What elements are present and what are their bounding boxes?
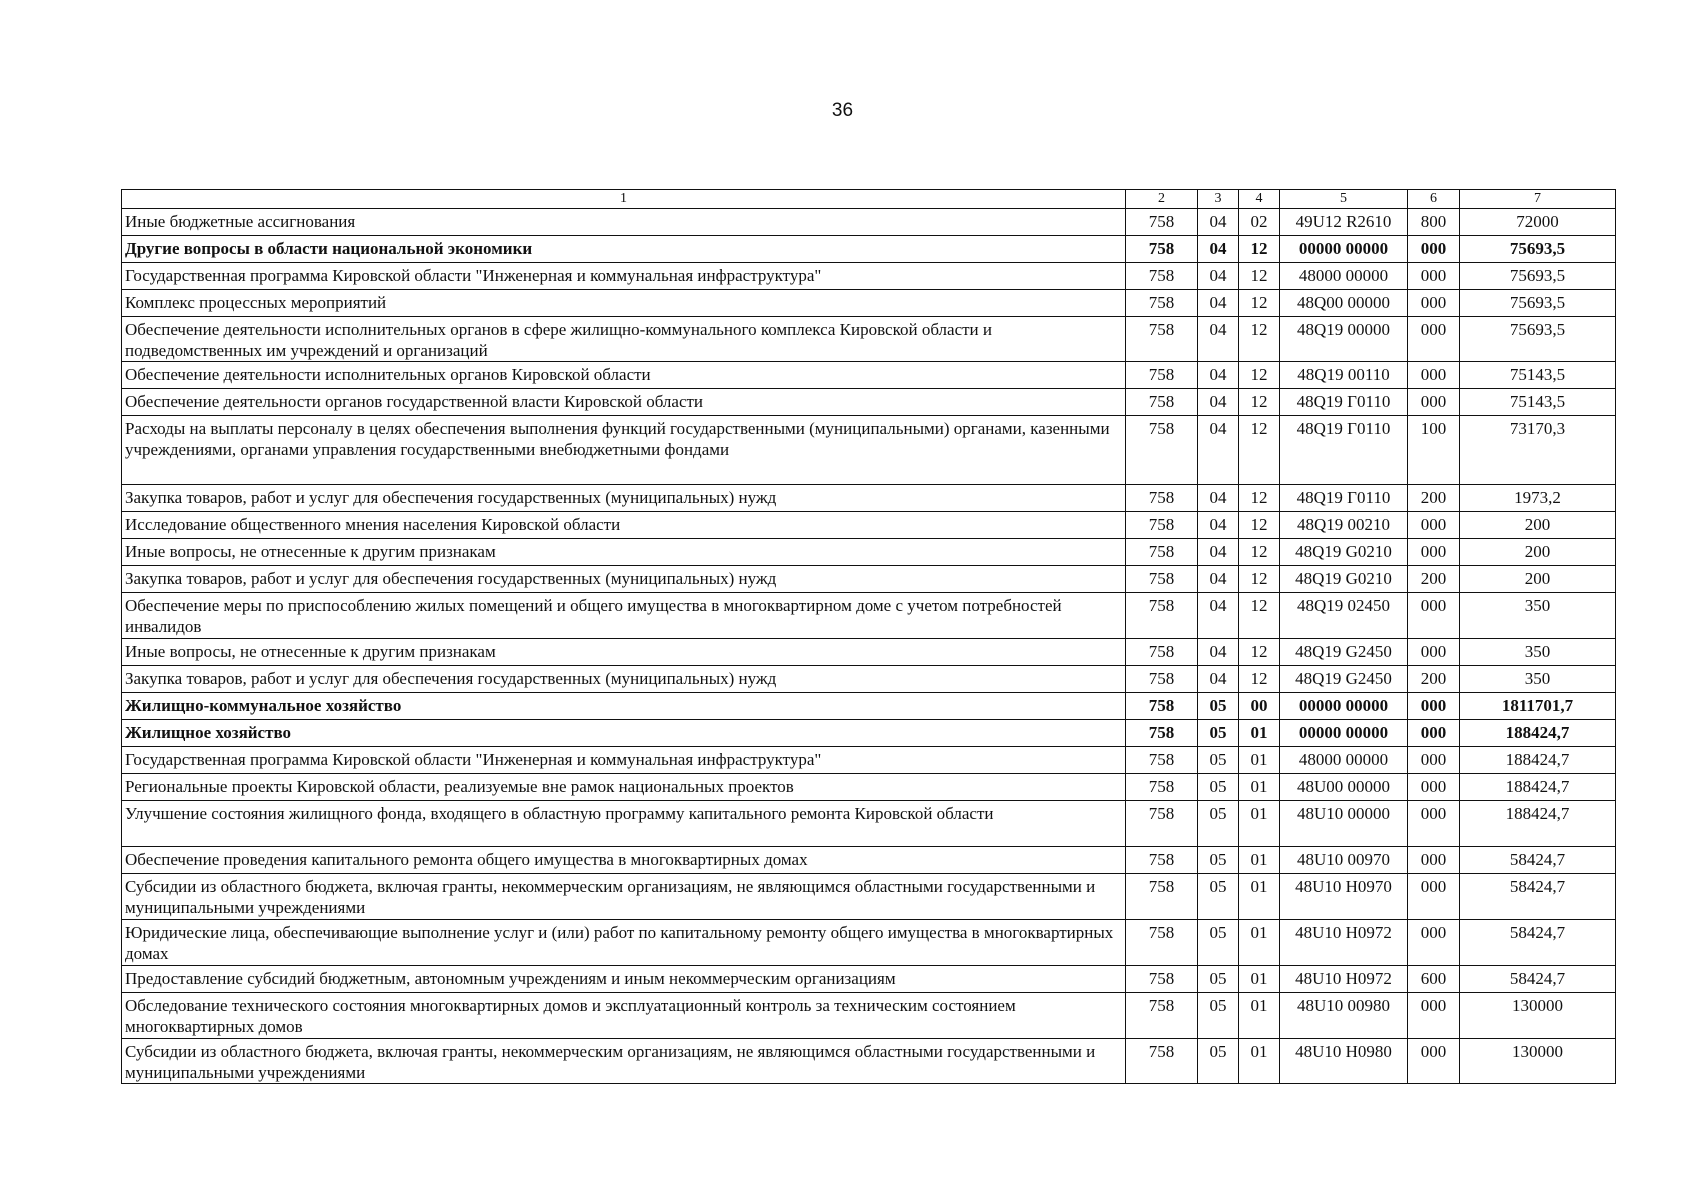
column-4-subsection: 01 [1239, 847, 1280, 874]
column-4-subsection: 00 [1239, 693, 1280, 720]
row-description: Региональные проекты Кировской области, реализуемые вне рамок национальных проектов [122, 774, 1126, 801]
column-3-section: 04 [1198, 263, 1239, 290]
column-5-target-article: 48U10 H0972 [1280, 920, 1408, 966]
column-4-subsection: 01 [1239, 993, 1280, 1039]
column-5-target-article: 48U10 00980 [1280, 993, 1408, 1039]
row-description: Иные вопросы, не отнесенные к другим признакам [122, 539, 1126, 566]
table-row [122, 362, 1616, 389]
column-2-code: 758 [1126, 389, 1198, 416]
column-2-code: 758 [1126, 720, 1198, 747]
column-4-subsection: 12 [1239, 485, 1280, 512]
row-description: Государственная программа Кировской области "Инженерная и коммунальная инфраструктура" [122, 747, 1126, 774]
column-6-expense-type: 000 [1408, 362, 1460, 389]
column-4-subsection: 01 [1239, 1039, 1280, 1084]
column-2-code: 758 [1126, 263, 1198, 290]
column-2-code: 758 [1126, 993, 1198, 1039]
column-3-section: 05 [1198, 920, 1239, 966]
row-description: Закупка товаров, работ и услуг для обеспечения государственных (муниципальных) нужд [122, 666, 1126, 693]
column-3-section: 05 [1198, 720, 1239, 747]
column-7-amount: 75693,5 [1460, 317, 1616, 362]
table-row [122, 416, 1616, 485]
column-5-target-article: 00000 00000 [1280, 236, 1408, 263]
page-number: 36 [831, 100, 854, 121]
column-7-amount: 58424,7 [1460, 966, 1616, 993]
table-row [122, 593, 1616, 639]
column-6-expense-type: 000 [1408, 236, 1460, 263]
row-description: Улучшение состояния жилищного фонда, входящего в областную программу капитального ремонта Кировской области [122, 801, 1126, 847]
column-7-amount: 72000 [1460, 209, 1616, 236]
column-2-code: 758 [1126, 847, 1198, 874]
column-6-expense-type: 000 [1408, 317, 1460, 362]
row-description: Закупка товаров, работ и услуг для обеспечения государственных (муниципальных) нужд [122, 485, 1126, 512]
column-5-target-article: 48Q19 00210 [1280, 512, 1408, 539]
row-description: Жилищное хозяйство [122, 720, 1126, 747]
column-7-amount: 350 [1460, 639, 1616, 666]
column-3-section: 04 [1198, 539, 1239, 566]
column-7-amount: 1973,2 [1460, 485, 1616, 512]
column-6-expense-type: 000 [1408, 639, 1460, 666]
column-2-code: 758 [1126, 485, 1198, 512]
column-4-subsection: 01 [1239, 774, 1280, 801]
column-2-code: 758 [1126, 693, 1198, 720]
column-4-subsection: 12 [1239, 416, 1280, 485]
column-5-target-article: 48U10 00970 [1280, 847, 1408, 874]
column-7-amount: 75693,5 [1460, 263, 1616, 290]
column-5-target-article: 48Q19 Г0110 [1280, 485, 1408, 512]
column-header: 2 [1126, 190, 1198, 209]
column-6-expense-type: 200 [1408, 485, 1460, 512]
column-4-subsection: 01 [1239, 920, 1280, 966]
column-5-target-article: 48U10 H0972 [1280, 966, 1408, 993]
column-3-section: 05 [1198, 747, 1239, 774]
row-description: Обследование технического состояния многоквартирных домов и эксплуатационный контроль за техническим состоянием многоквартирных домов [122, 993, 1126, 1039]
column-5-target-article: 49U12 R2610 [1280, 209, 1408, 236]
column-5-target-article: 48Q19 00110 [1280, 362, 1408, 389]
column-7-amount: 75143,5 [1460, 389, 1616, 416]
column-3-section: 04 [1198, 209, 1239, 236]
column-7-amount: 200 [1460, 512, 1616, 539]
column-6-expense-type: 800 [1408, 209, 1460, 236]
column-7-amount: 200 [1460, 539, 1616, 566]
column-6-expense-type: 600 [1408, 966, 1460, 993]
column-3-section: 04 [1198, 485, 1239, 512]
column-3-section: 04 [1198, 666, 1239, 693]
column-5-target-article: 48U10 00000 [1280, 801, 1408, 847]
column-6-expense-type: 000 [1408, 263, 1460, 290]
row-description: Субсидии из областного бюджета, включая гранты, некоммерческим организациям, не являющимся областными государственными и муниципальными учреждениями [122, 1039, 1126, 1084]
column-4-subsection: 12 [1239, 566, 1280, 593]
column-2-code: 758 [1126, 593, 1198, 639]
column-2-code: 758 [1126, 747, 1198, 774]
column-4-subsection: 12 [1239, 539, 1280, 566]
table-row [122, 666, 1616, 693]
column-5-target-article: 48U00 00000 [1280, 774, 1408, 801]
column-4-subsection: 12 [1239, 666, 1280, 693]
table-row [122, 389, 1616, 416]
column-5-target-article: 48U10 H0970 [1280, 874, 1408, 920]
column-2-code: 758 [1126, 236, 1198, 263]
row-description: Предоставление субсидий бюджетным, автономным учреждениям и иным некоммерческим организациям [122, 966, 1126, 993]
column-3-section: 04 [1198, 389, 1239, 416]
column-4-subsection: 12 [1239, 317, 1280, 362]
column-7-amount: 200 [1460, 566, 1616, 593]
column-header: 3 [1198, 190, 1239, 209]
column-7-amount: 350 [1460, 593, 1616, 639]
column-7-amount: 58424,7 [1460, 874, 1616, 920]
column-4-subsection: 01 [1239, 720, 1280, 747]
column-header: 5 [1280, 190, 1408, 209]
row-description: Субсидии из областного бюджета, включая гранты, некоммерческим организациям, не являющимся областными государственными и муниципальными учреждениями [122, 874, 1126, 920]
table-row [122, 801, 1616, 847]
column-3-section: 05 [1198, 1039, 1239, 1084]
column-6-expense-type: 000 [1408, 874, 1460, 920]
column-6-expense-type: 100 [1408, 416, 1460, 485]
column-4-subsection: 12 [1239, 389, 1280, 416]
column-2-code: 758 [1126, 362, 1198, 389]
column-6-expense-type: 000 [1408, 801, 1460, 847]
row-description: Иные вопросы, не отнесенные к другим признакам [122, 639, 1126, 666]
column-4-subsection: 12 [1239, 263, 1280, 290]
table-row [122, 485, 1616, 512]
row-description: Обеспечение деятельности исполнительных органов Кировской области [122, 362, 1126, 389]
row-description: Обеспечение деятельности органов государственной власти Кировской области [122, 389, 1126, 416]
column-3-section: 04 [1198, 512, 1239, 539]
column-2-code: 758 [1126, 920, 1198, 966]
column-3-section: 04 [1198, 317, 1239, 362]
column-6-expense-type: 000 [1408, 847, 1460, 874]
table-row [122, 639, 1616, 666]
column-3-section: 04 [1198, 639, 1239, 666]
column-3-section: 04 [1198, 290, 1239, 317]
column-2-code: 758 [1126, 290, 1198, 317]
column-3-section: 05 [1198, 774, 1239, 801]
column-2-code: 758 [1126, 317, 1198, 362]
column-7-amount: 58424,7 [1460, 847, 1616, 874]
column-6-expense-type: 200 [1408, 566, 1460, 593]
row-description: Обеспечение проведения капитального ремонта общего имущества в многоквартирных домах [122, 847, 1126, 874]
column-5-target-article: 48Q19 02450 [1280, 593, 1408, 639]
column-3-section: 05 [1198, 801, 1239, 847]
column-4-subsection: 12 [1239, 236, 1280, 263]
column-7-amount: 58424,7 [1460, 920, 1616, 966]
column-2-code: 758 [1126, 539, 1198, 566]
row-description: Обеспечение меры по приспособлению жилых помещений и общего имущества в многоквартирном доме с учетом потребностей инвалидов [122, 593, 1126, 639]
column-6-expense-type: 000 [1408, 593, 1460, 639]
column-5-target-article: 48Q00 00000 [1280, 290, 1408, 317]
column-5-target-article: 00000 00000 [1280, 720, 1408, 747]
column-4-subsection: 12 [1239, 362, 1280, 389]
column-6-expense-type: 000 [1408, 720, 1460, 747]
column-2-code: 758 [1126, 801, 1198, 847]
column-4-subsection: 12 [1239, 290, 1280, 317]
table-row [122, 693, 1616, 720]
column-3-section: 05 [1198, 993, 1239, 1039]
column-7-amount: 75143,5 [1460, 362, 1616, 389]
column-2-code: 758 [1126, 1039, 1198, 1084]
column-4-subsection: 12 [1239, 512, 1280, 539]
column-4-subsection: 01 [1239, 874, 1280, 920]
column-5-target-article: 48Q19 G2450 [1280, 639, 1408, 666]
column-header: 4 [1239, 190, 1280, 209]
column-header: 1 [122, 190, 1126, 209]
column-5-target-article: 48Q19 Г0110 [1280, 416, 1408, 485]
column-5-target-article: 48000 00000 [1280, 263, 1408, 290]
row-description: Закупка товаров, работ и услуг для обеспечения государственных (муниципальных) нужд [122, 566, 1126, 593]
column-5-target-article: 48Q19 G0210 [1280, 539, 1408, 566]
table-row [122, 720, 1616, 747]
column-2-code: 758 [1126, 566, 1198, 593]
table-row [122, 539, 1616, 566]
column-2-code: 758 [1126, 666, 1198, 693]
column-7-amount: 188424,7 [1460, 774, 1616, 801]
table-row [122, 236, 1616, 263]
column-3-section: 04 [1198, 236, 1239, 263]
column-3-section: 04 [1198, 566, 1239, 593]
column-header: 7 [1460, 190, 1616, 209]
column-6-expense-type: 000 [1408, 290, 1460, 317]
column-3-section: 04 [1198, 593, 1239, 639]
column-2-code: 758 [1126, 639, 1198, 666]
column-6-expense-type: 000 [1408, 774, 1460, 801]
table-row [122, 966, 1616, 993]
column-7-amount: 130000 [1460, 1039, 1616, 1084]
table-row [122, 874, 1616, 920]
column-4-subsection: 01 [1239, 966, 1280, 993]
table-row [122, 993, 1616, 1039]
column-5-target-article: 48Q19 00000 [1280, 317, 1408, 362]
column-6-expense-type: 200 [1408, 666, 1460, 693]
column-2-code: 758 [1126, 966, 1198, 993]
column-5-target-article: 48Q19 G2450 [1280, 666, 1408, 693]
column-6-expense-type: 000 [1408, 512, 1460, 539]
column-5-target-article: 48Q19 Г0110 [1280, 389, 1408, 416]
row-description: Государственная программа Кировской области "Инженерная и коммунальная инфраструктура" [122, 263, 1126, 290]
table-row [122, 290, 1616, 317]
table-row [122, 747, 1616, 774]
column-2-code: 758 [1126, 209, 1198, 236]
row-description: Исследование общественного мнения населения Кировской области [122, 512, 1126, 539]
column-header: 6 [1408, 190, 1460, 209]
column-4-subsection: 12 [1239, 593, 1280, 639]
column-6-expense-type: 000 [1408, 539, 1460, 566]
row-description: Расходы на выплаты персоналу в целях обеспечения выполнения функций государственными (муниципальными) органами, казенными учреждениями, органами управления государственными внебюджетными фондами [122, 416, 1126, 485]
column-5-target-article: 48Q19 G0210 [1280, 566, 1408, 593]
table-row [122, 847, 1616, 874]
column-3-section: 05 [1198, 966, 1239, 993]
column-3-section: 04 [1198, 416, 1239, 485]
row-description: Обеспечение деятельности исполнительных органов в сфере жилищно-коммунального комплекса Кировской области и подведомственных им учреждений и организаций [122, 317, 1126, 362]
table-row [122, 566, 1616, 593]
budget-table [121, 189, 1616, 1084]
column-4-subsection: 02 [1239, 209, 1280, 236]
row-description: Другие вопросы в области национальной экономики [122, 236, 1126, 263]
table-row [122, 1039, 1616, 1084]
table-header-row [122, 190, 1616, 209]
column-6-expense-type: 000 [1408, 1039, 1460, 1084]
column-2-code: 758 [1126, 774, 1198, 801]
column-3-section: 04 [1198, 362, 1239, 389]
column-7-amount: 350 [1460, 666, 1616, 693]
column-5-target-article: 48U10 H0980 [1280, 1039, 1408, 1084]
column-3-section: 05 [1198, 847, 1239, 874]
table-row [122, 317, 1616, 362]
column-7-amount: 130000 [1460, 993, 1616, 1039]
column-4-subsection: 12 [1239, 639, 1280, 666]
column-7-amount: 1811701,7 [1460, 693, 1616, 720]
column-7-amount: 75693,5 [1460, 290, 1616, 317]
column-7-amount: 73170,3 [1460, 416, 1616, 485]
column-3-section: 05 [1198, 693, 1239, 720]
column-4-subsection: 01 [1239, 747, 1280, 774]
row-description: Жилищно-коммунальное хозяйство [122, 693, 1126, 720]
column-7-amount: 75693,5 [1460, 236, 1616, 263]
table-row [122, 209, 1616, 236]
column-2-code: 758 [1126, 874, 1198, 920]
row-description: Комплекс процессных мероприятий [122, 290, 1126, 317]
table-row [122, 920, 1616, 966]
table-row [122, 263, 1616, 290]
column-2-code: 758 [1126, 416, 1198, 485]
column-2-code: 758 [1126, 512, 1198, 539]
column-7-amount: 188424,7 [1460, 801, 1616, 847]
row-description: Юридические лица, обеспечивающие выполнение услуг и (или) работ по капитальному ремонту общего имущества в многоквартирных домах [122, 920, 1126, 966]
column-5-target-article: 48000 00000 [1280, 747, 1408, 774]
column-5-target-article: 00000 00000 [1280, 693, 1408, 720]
column-6-expense-type: 000 [1408, 993, 1460, 1039]
column-7-amount: 188424,7 [1460, 720, 1616, 747]
row-description: Иные бюджетные ассигнования [122, 209, 1126, 236]
column-4-subsection: 01 [1239, 801, 1280, 847]
column-6-expense-type: 000 [1408, 920, 1460, 966]
column-7-amount: 188424,7 [1460, 747, 1616, 774]
table-row [122, 512, 1616, 539]
table-row [122, 774, 1616, 801]
column-6-expense-type: 000 [1408, 693, 1460, 720]
column-6-expense-type: 000 [1408, 389, 1460, 416]
column-3-section: 05 [1198, 874, 1239, 920]
column-6-expense-type: 000 [1408, 747, 1460, 774]
